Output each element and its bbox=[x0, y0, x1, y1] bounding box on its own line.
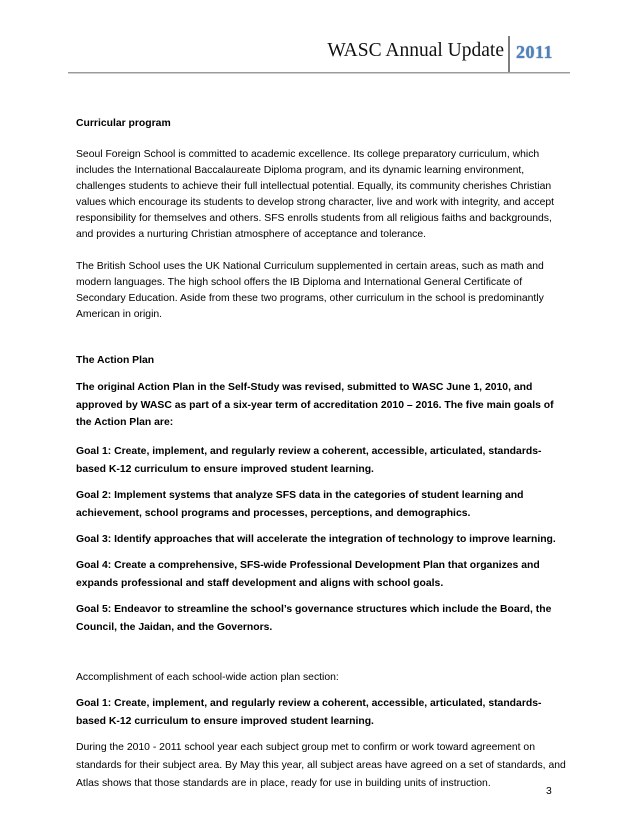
action-plan-heading: The Action Plan bbox=[76, 355, 155, 366]
curricular-paragraph-2: The British School uses the UK National Curriculum supplemented in certain areas, such as math and modern languages. The high school offers the IB Diploma and International General Certificate of Secondary Education. Aside from these two programs, other curriculum in the school is predominantly American in origin. bbox=[76, 261, 544, 320]
goal-5: Goal 5: Endeavor to streamline the school’s governance structures which include the Board, the Council, the Jaidan, and the Governors. bbox=[76, 603, 552, 633]
curricular-heading: Curricular program bbox=[76, 118, 171, 129]
header-rule bbox=[68, 72, 570, 74]
curricular-paragraph-1: Seoul Foreign School is committed to academic excellence. Its college preparatory curriculum, which includes the International Baccalaureate Diploma program, and its dynamic learning environment, challenges students to achieve their full intellectual potential. Equally, its community cherishes Christian values which encourage its students to develop strong character, live and work with integrity, and accept responsibility for themselves and others. SFS enrolls students from all religious faiths and backgrounds, and provides a nurturing Christian atmosphere of acceptance and tolerance. bbox=[76, 149, 555, 240]
page-header bbox=[68, 34, 570, 72]
goal-1: Goal 1: Create, implement, and regularly review a coherent, accessible, articulated, standards-based K-12 curriculum to ensure improved student learning. bbox=[76, 445, 542, 475]
goal-4: Goal 4: Create a comprehensive, SFS-wide Professional Development Plan that organizes and expands professional and staff development and aligns with school goals. bbox=[76, 559, 540, 589]
goal-3: Goal 3: Identify approaches that will accelerate the integration of technology to improve learning. bbox=[76, 533, 556, 545]
accomplishment-heading: Accomplishment of each school-wide action plan section: bbox=[76, 671, 339, 683]
header-divider bbox=[508, 36, 510, 72]
goal-1-repeat: Goal 1: Create, implement, and regularly review a coherent, accessible, articulated, standards-based K-12 curriculum to ensure improved student learning. bbox=[76, 697, 542, 727]
goal-2: Goal 2: Implement systems that analyze SFS data in the categories of student learning and achievement, school programs and processes, perceptions, and demographics. bbox=[76, 489, 524, 519]
header-title: WASC Annual Update bbox=[327, 40, 504, 61]
header-year: 2011 bbox=[516, 42, 554, 62]
goal-1-progress: During the 2010 - 2011 school year each subject group met to confirm or work toward agreement on standards for their subject area. By May this year, all subject areas have agreed on a set of standards, and Atlas shows that those standards are in place, ready for use in building units of instruction. bbox=[76, 741, 566, 789]
document-body bbox=[76, 116, 566, 793]
action-plan-intro: The original Action Plan in the Self-Study was revised, submitted to WASC June 1, 2010, and approved by WASC as part of a six-year term of accreditation 2010 – 2016. The five main goals of the Action Plan are: bbox=[76, 382, 554, 428]
page-number: 3 bbox=[546, 786, 552, 797]
